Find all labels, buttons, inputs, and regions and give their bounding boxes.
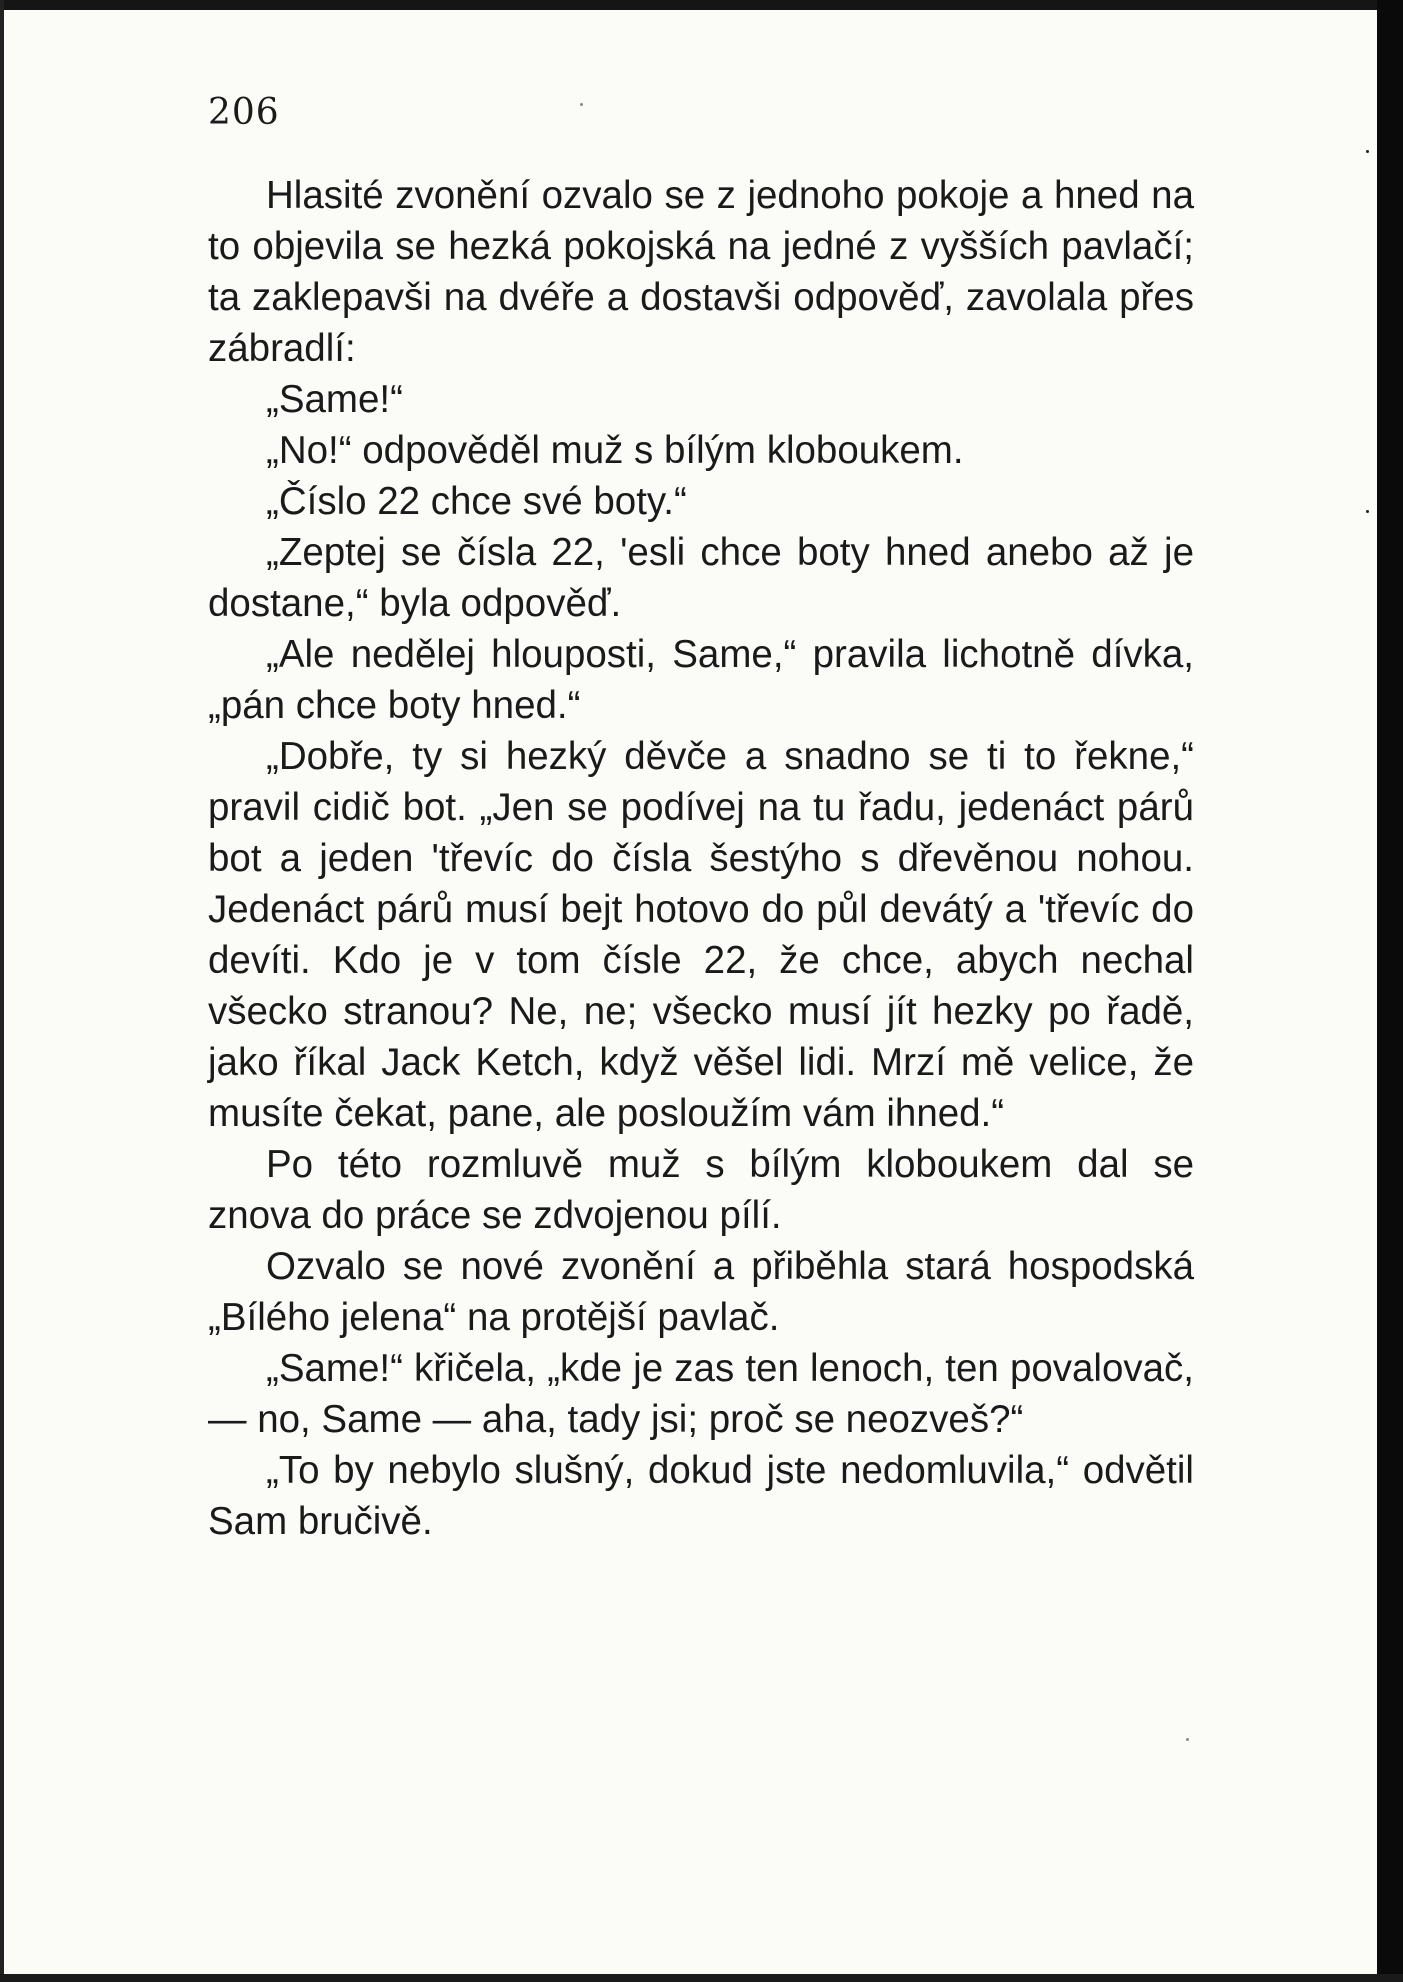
scan-edge-top [0,0,1403,10]
scan-speck [1366,150,1369,153]
paragraph: „Same!“ [266,378,403,421]
paragraph: „Ale nedělej hlouposti, Same,“ pravila lichotně dívka, „pán chce boty hned.“ [208,633,1194,727]
paragraph: Hlasité zvonění ozvalo se z jednoho pokoje a hned na to objevila se hezká pokojská na jedné z vyšších pavlačí; ta zaklepavši na dvéře a dostavši odpověď, zavolala přes zábradlí: [208,174,1194,370]
page-number: 206 [208,92,280,133]
paragraph: Ozvalo se nové zvonění a přiběhla stará hospodská „Bílého jelena“ na protější pavlač. [208,1245,1194,1339]
scan-edge-left [0,0,4,1982]
paragraph: „Číslo 22 chce své boty.“ [266,480,687,523]
paragraph: „Zeptej se čísla 22, 'esli chce boty hned anebo až je dostane,“ byla odpověď. [208,531,1194,625]
scan-speck [580,103,583,106]
body-text [208,170,1194,1547]
scan-edge-right [1377,0,1403,1982]
scan-speck [1186,1738,1189,1741]
scan-speck [1366,510,1369,513]
scan-edge-bottom [0,1974,1403,1982]
paragraph: „Dobře, ty si hezký děvče a snadno se ti to řekne,“ pravil cidič bot. „Jen se podívej na tu řadu, jedenáct párů bot a jeden 'třevíc do čísla šestýho s dřevěnou nohou. Jedenáct párů musí bejt hotovo do půl devátý a 'třevíc do devíti. Kdo je v tom čísle 22, že chce, abych nechal všecko stranou? Ne, ne; všecko musí jít hezky po řadě, jako říkal Jack Ketch, když věšel lidi. Mrzí mě velice, že musíte čekat, pane, ale posloužím vám ihned.“ [208,735,1194,1135]
paragraph: „Same!“ křičela, „kde je zas ten lenoch, ten povalovač, — no, Same — aha, tady jsi; proč se neozveš?“ [208,1347,1194,1441]
paragraph: „No!“ odpověděl muž s bílým kloboukem. [266,429,964,472]
paragraph: Po této rozmluvě muž s bílým kloboukem dal se znova do práce se zdvojenou pílí. [208,1143,1194,1237]
paragraph: „To by nebylo slušný, dokud jste nedomluvila,“ odvětil Sam bručivě. [208,1449,1194,1543]
